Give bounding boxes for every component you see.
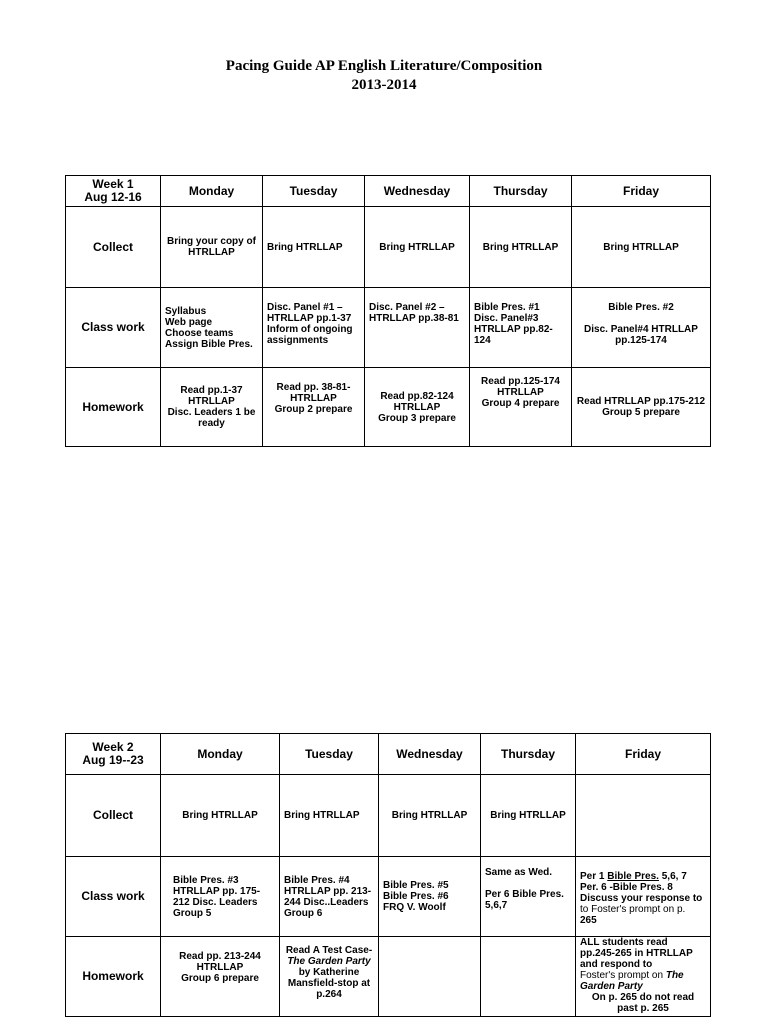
cell: Bible Pres. #4 HTRLLAP pp. 213- 244 Disc..Leaders Group 6 <box>280 857 379 937</box>
week1-label: Week 1 Aug 12-16 <box>66 176 161 207</box>
day-header-monday: Monday <box>161 176 263 207</box>
week2-label: Week 2 Aug 19--23 <box>66 734 161 775</box>
cell: Syllabus Web page Choose teams Assign Bible Pres. <box>161 288 263 368</box>
week2-header-row <box>66 734 711 775</box>
week2-row-classwork <box>66 857 711 937</box>
friday-classwork-line-2: Per. 6 -Bible Pres. 8 <box>580 882 673 893</box>
friday-classwork-line-1 <box>580 871 706 882</box>
text: Foster's prompt on <box>580 970 666 981</box>
row-label: Class work <box>66 288 161 368</box>
text: 5,6, 7 <box>658 871 687 882</box>
friday-classwork-line-5: 265 <box>580 915 597 926</box>
week1-row-collect <box>66 207 711 288</box>
cell <box>576 775 711 857</box>
page-title <box>0 57 768 95</box>
day-header-friday: Friday <box>572 176 711 207</box>
week2-table <box>65 733 711 1017</box>
row-label: Collect <box>66 207 161 288</box>
cell: Read HTRLLAP pp.175-212 Group 5 prepare <box>572 368 711 447</box>
text-italic: The <box>665 970 684 981</box>
cell: Same as Wed. Per 6 Bible Pres. 5,6,7 <box>481 857 576 937</box>
week1-header-row <box>66 176 711 207</box>
cell: Bible Pres. #1 Disc. Panel#3 HTRLLAP pp.82- 124 <box>470 288 572 368</box>
friday-classwork-line-3: Discuss your response to <box>580 893 703 904</box>
week2-row-collect <box>66 775 711 857</box>
tuesday-homework-line-1: Read A Test Case- <box>285 945 373 956</box>
cell: Read pp. 38-81- HTRLLAP Group 2 prepare <box>263 368 365 447</box>
cell: Bible Pres. #3 HTRLLAP pp. 175- 212 Disc. Leaders Group 5 <box>161 857 280 937</box>
cell: Bring HTRLLAP <box>481 775 576 857</box>
week1-row-classwork <box>66 288 711 368</box>
title-line-1: Pacing Guide AP English Literature/Composition <box>225 58 543 74</box>
week2-row-homework <box>66 937 711 1017</box>
week1-table <box>65 175 711 447</box>
friday-homework-line-3: Garden Party <box>580 981 643 992</box>
cell: Bring HTRLLAP <box>161 775 280 857</box>
tuesday-homework-line-3: by Katherine Mansfield-stop at p.264 <box>287 967 371 1000</box>
cell: Bring HTRLLAP <box>572 207 711 288</box>
day-header-tuesday: Tuesday <box>263 176 365 207</box>
friday-classwork-cell <box>576 857 711 937</box>
cell: Read pp. 213-244 HTRLLAP Group 6 prepare <box>161 937 280 1017</box>
cell: Read pp.1-37 HTRLLAP Disc. Leaders 1 be ready <box>161 368 263 447</box>
day-header-monday: Monday <box>161 734 280 775</box>
cell: Bring HTRLLAP <box>470 207 572 288</box>
title-line-2: 2013-2014 <box>351 77 417 93</box>
cell: Bible Pres. #2 Disc. Panel#4 HTRLLAP pp.125-174 <box>572 288 711 368</box>
cell: Bring HTRLLAP <box>263 207 365 288</box>
cell: Disc. Panel #2 – HTRLLAP pp.38-81 <box>365 288 470 368</box>
day-header-wednesday: Wednesday <box>379 734 481 775</box>
tuesday-homework-title: The Garden Party <box>287 956 371 967</box>
cell: Read pp.125-174 HTRLLAP Group 4 prepare <box>470 368 572 447</box>
cell: Disc. Panel #1 – HTRLLAP pp.1-37 Inform of ongoing assignments <box>263 288 365 368</box>
row-label: Homework <box>66 368 161 447</box>
day-header-thursday: Thursday <box>481 734 576 775</box>
text: Per 1 <box>580 871 608 882</box>
cell: Bible Pres. #5 Bible Pres. #6 FRQ V. Woolf <box>379 857 481 937</box>
day-header-wednesday: Wednesday <box>365 176 470 207</box>
row-label: Class work <box>66 857 161 937</box>
friday-classwork-line-4: to Foster's prompt on p. <box>580 904 686 915</box>
text-underlined: Bible Pres. <box>607 871 659 882</box>
row-label: Homework <box>66 937 161 1017</box>
cell <box>379 937 481 1017</box>
friday-homework-line-4: On p. 265 do not read past p. 265 <box>591 992 695 1014</box>
day-header-thursday: Thursday <box>470 176 572 207</box>
cell: Bring HTRLLAP <box>280 775 379 857</box>
cell: Read pp.82-124 HTRLLAP Group 3 prepare <box>365 368 470 447</box>
cell: Bring HTRLLAP <box>379 775 481 857</box>
cell <box>481 937 576 1017</box>
friday-homework-line-2 <box>580 970 706 981</box>
cell: Bring HTRLLAP <box>365 207 470 288</box>
tuesday-homework-cell <box>280 937 379 1017</box>
row-label: Collect <box>66 775 161 857</box>
day-header-tuesday: Tuesday <box>280 734 379 775</box>
day-header-friday: Friday <box>576 734 711 775</box>
friday-homework-cell <box>576 937 711 1017</box>
week1-row-homework <box>66 368 711 447</box>
cell: Bring your copy of HTRLLAP <box>161 207 263 288</box>
friday-homework-line-1: ALL students read pp.245-265 in HTRLLAP and respond to <box>580 937 693 970</box>
